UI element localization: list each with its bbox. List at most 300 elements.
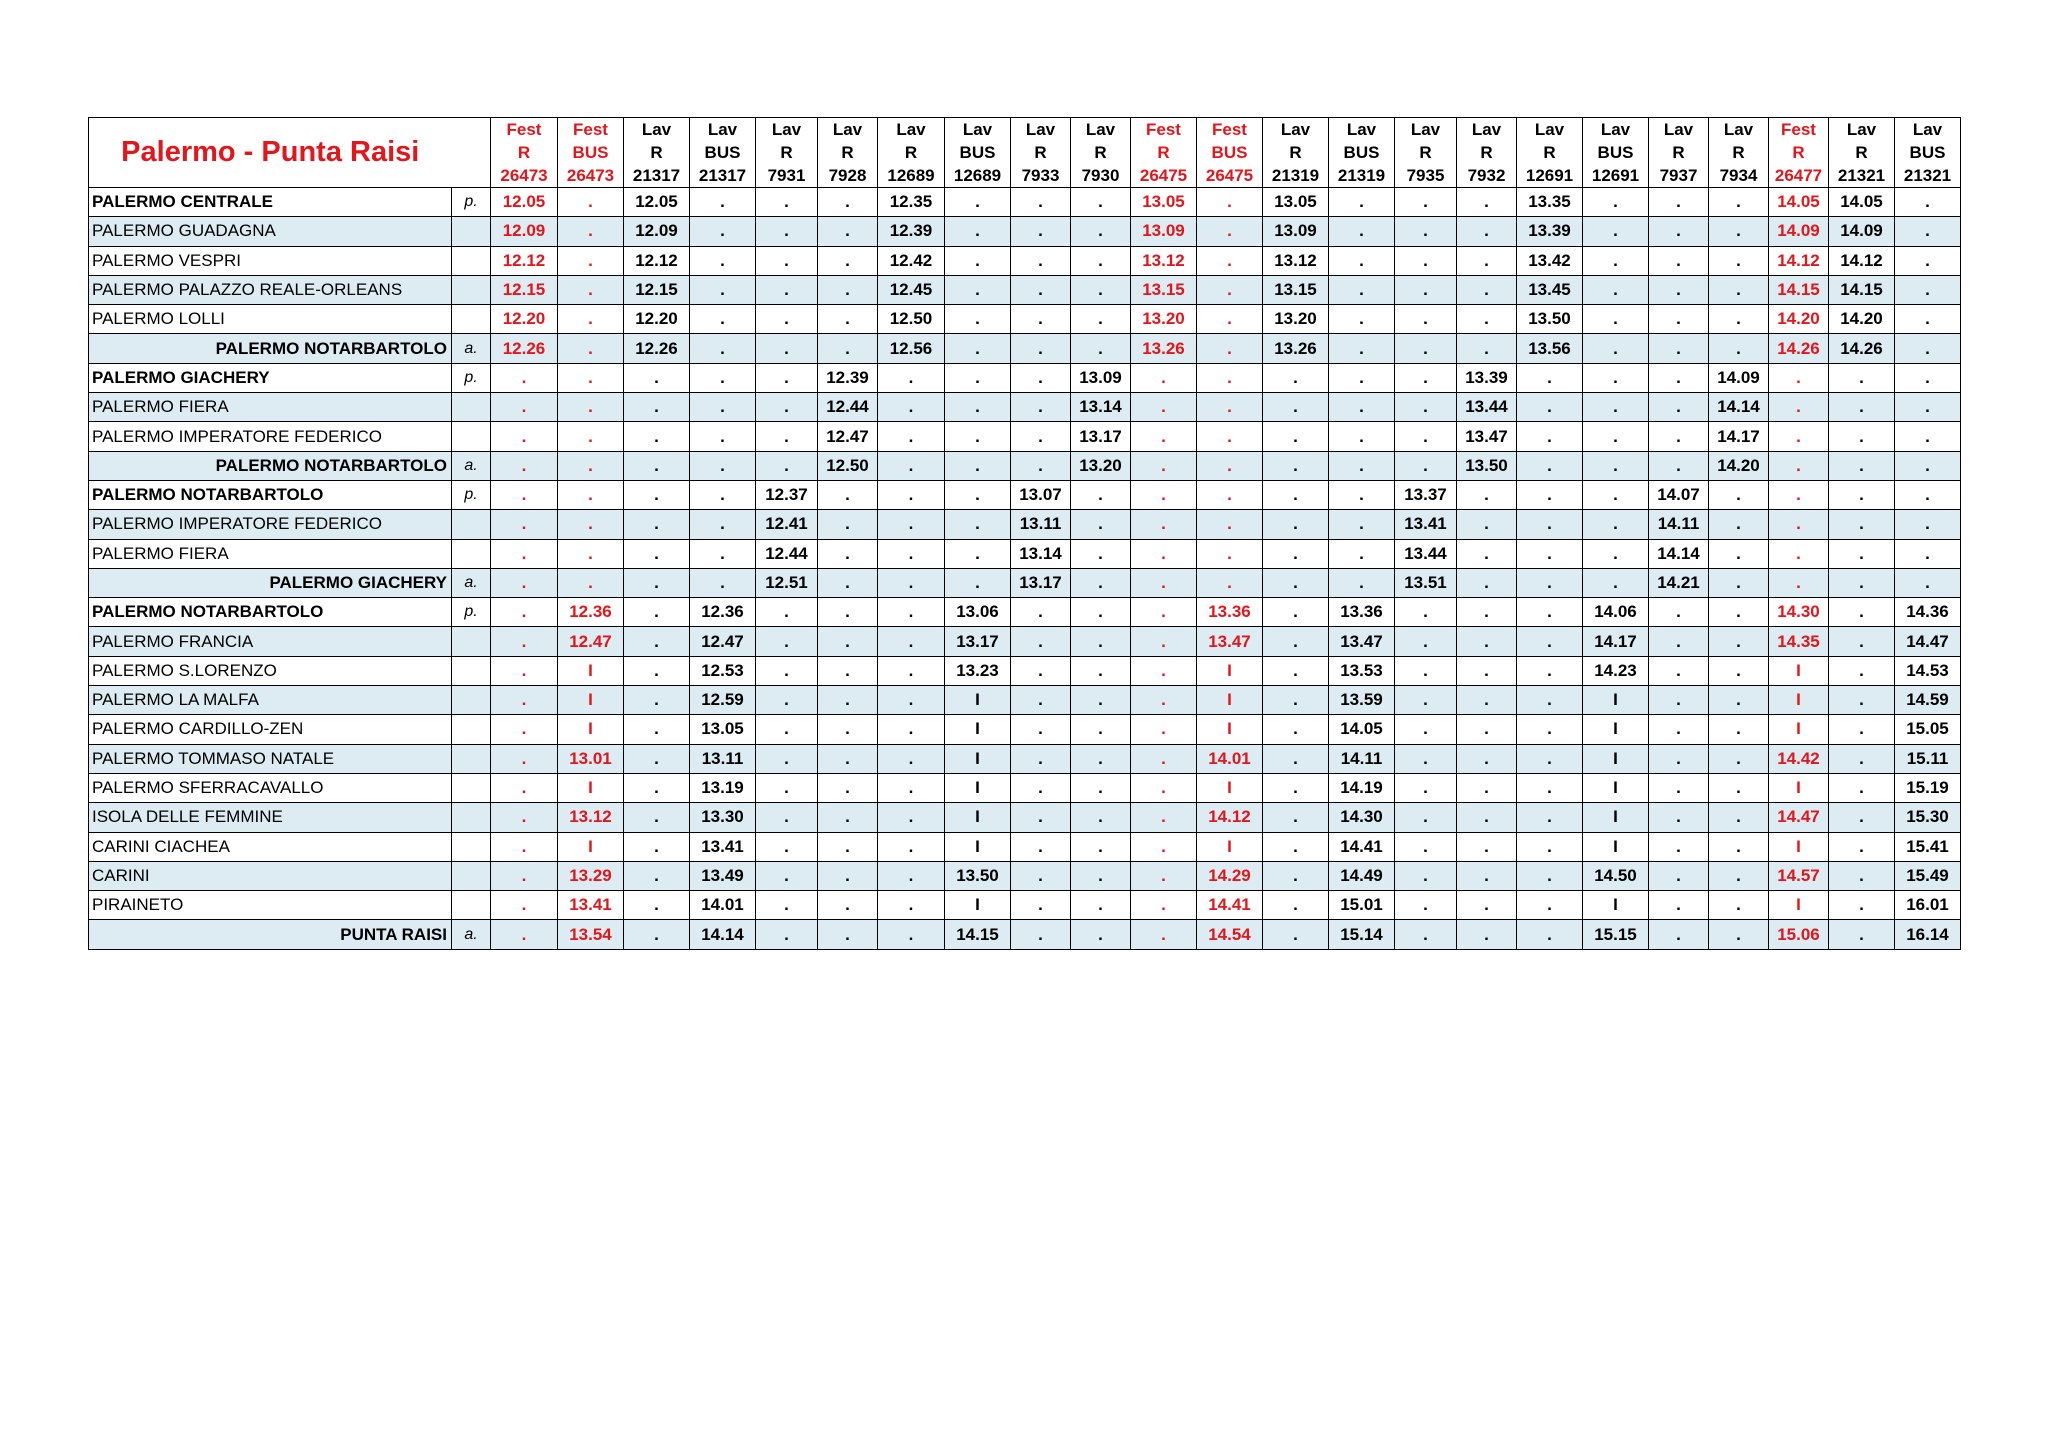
time-cell: .	[945, 451, 1011, 480]
time-cell: .	[1395, 334, 1457, 363]
time-cell: .	[690, 217, 756, 246]
time-cell: .	[1395, 275, 1457, 304]
time-cell: .	[1131, 686, 1197, 715]
time-cell: .	[818, 334, 878, 363]
column-header-26475-r	[1131, 118, 1197, 188]
time-cell: .	[1071, 627, 1131, 656]
time-cell: .	[1457, 305, 1517, 334]
time-cell: .	[1709, 715, 1769, 744]
station-name: PALERMO NOTARBARTOLO	[89, 451, 452, 480]
time-cell: .	[1517, 363, 1583, 392]
time-cell: .	[1395, 656, 1457, 685]
time-cell: 14.59	[1895, 686, 1961, 715]
time-cell: .	[1457, 803, 1517, 832]
arrival-departure-mark: p.	[452, 480, 491, 509]
time-cell: .	[1649, 920, 1709, 949]
time-cell: .	[1895, 510, 1961, 539]
time-cell: .	[1395, 773, 1457, 802]
time-cell: .	[1649, 715, 1709, 744]
column-header-7934-r	[1709, 118, 1769, 188]
time-cell: .	[1649, 627, 1709, 656]
time-cell: .	[756, 451, 818, 480]
time-cell: .	[1829, 920, 1895, 949]
time-cell: 14.20	[1769, 305, 1829, 334]
time-cell: .	[1517, 480, 1583, 509]
arrival-departure-mark	[452, 275, 491, 304]
table-row	[89, 422, 1961, 451]
column-header-day: Fest	[1212, 120, 1247, 139]
time-cell: .	[1197, 246, 1263, 275]
time-cell: I	[558, 686, 624, 715]
time-cell: .	[1131, 568, 1197, 597]
time-cell: .	[624, 510, 690, 539]
time-cell: .	[1517, 568, 1583, 597]
time-cell: 15.01	[1329, 891, 1395, 920]
time-cell: .	[1517, 656, 1583, 685]
time-cell: .	[1829, 803, 1895, 832]
time-cell: .	[1131, 393, 1197, 422]
time-cell: .	[1011, 598, 1071, 627]
time-cell: .	[878, 861, 945, 890]
time-cell: .	[1709, 217, 1769, 246]
time-cell: .	[491, 920, 558, 949]
time-cell: .	[558, 363, 624, 392]
time-cell: .	[756, 861, 818, 890]
time-cell: .	[1131, 891, 1197, 920]
table-row	[89, 803, 1961, 832]
time-cell: .	[1895, 305, 1961, 334]
station-name: PALERMO NOTARBARTOLO	[89, 480, 452, 509]
column-header-num: 26475	[1139, 166, 1188, 185]
time-cell: .	[1583, 568, 1649, 597]
table-row	[89, 920, 1961, 949]
time-cell: .	[1071, 773, 1131, 802]
time-cell: .	[1011, 246, 1071, 275]
column-header-type: R	[1855, 143, 1868, 162]
time-cell: .	[624, 803, 690, 832]
time-cell: .	[1517, 861, 1583, 890]
time-cell: .	[1197, 334, 1263, 363]
table-row	[89, 451, 1961, 480]
station-name: PALERMO NOTARBARTOLO	[89, 598, 452, 627]
time-cell: 14.14	[1649, 539, 1709, 568]
time-cell: 14.30	[1769, 598, 1829, 627]
time-cell: I	[1769, 891, 1829, 920]
time-cell: .	[1709, 480, 1769, 509]
time-cell: .	[878, 480, 945, 509]
column-header-26477-r	[1769, 118, 1829, 188]
table-row	[89, 275, 1961, 304]
time-cell: .	[1263, 861, 1329, 890]
time-cell: .	[1197, 217, 1263, 246]
station-name: PALERMO GIACHERY	[89, 568, 452, 597]
time-cell: .	[945, 393, 1011, 422]
time-cell: .	[1457, 744, 1517, 773]
time-cell: 14.50	[1583, 861, 1649, 890]
time-cell: .	[1071, 920, 1131, 949]
time-cell: .	[878, 393, 945, 422]
column-header-type: R	[841, 143, 854, 162]
time-cell: .	[624, 715, 690, 744]
time-cell: .	[1829, 832, 1895, 861]
time-cell: .	[1131, 627, 1197, 656]
time-cell: 15.15	[1583, 920, 1649, 949]
time-cell: 12.51	[756, 568, 818, 597]
time-cell: .	[1583, 393, 1649, 422]
time-cell: .	[945, 334, 1011, 363]
time-cell: .	[1709, 539, 1769, 568]
time-cell: 13.44	[1457, 393, 1517, 422]
time-cell: .	[1197, 188, 1263, 217]
time-cell: .	[1329, 393, 1395, 422]
time-cell: .	[1071, 568, 1131, 597]
time-cell: 15.41	[1895, 832, 1961, 861]
time-cell: .	[1457, 510, 1517, 539]
time-cell: .	[1709, 305, 1769, 334]
time-cell: .	[1829, 539, 1895, 568]
time-cell: 13.47	[1197, 627, 1263, 656]
time-cell: .	[1395, 305, 1457, 334]
column-header-type: BUS	[1597, 143, 1634, 162]
time-cell: .	[818, 188, 878, 217]
time-cell: .	[756, 773, 818, 802]
time-cell: 14.12	[1197, 803, 1263, 832]
time-cell: .	[756, 715, 818, 744]
time-cell: .	[1457, 861, 1517, 890]
time-cell: .	[878, 715, 945, 744]
time-cell: .	[1769, 363, 1829, 392]
time-cell: 14.26	[1829, 334, 1895, 363]
time-cell: .	[1829, 861, 1895, 890]
time-cell: 13.44	[1395, 539, 1457, 568]
time-cell: .	[1829, 627, 1895, 656]
time-cell: .	[1263, 627, 1329, 656]
time-cell: .	[878, 451, 945, 480]
header-row	[89, 118, 1961, 188]
time-cell: .	[1649, 656, 1709, 685]
time-cell: .	[491, 393, 558, 422]
time-cell: .	[1649, 246, 1709, 275]
time-cell: .	[1583, 539, 1649, 568]
time-cell: .	[818, 861, 878, 890]
table-row	[89, 510, 1961, 539]
time-cell: .	[1395, 803, 1457, 832]
time-cell: 14.29	[1197, 861, 1263, 890]
time-cell: 14.15	[1829, 275, 1895, 304]
time-cell: 13.17	[1011, 568, 1071, 597]
column-header-day: Lav	[896, 120, 926, 139]
time-cell: .	[1395, 393, 1457, 422]
time-cell: 14.41	[1329, 832, 1395, 861]
time-cell: 12.44	[756, 539, 818, 568]
time-cell: .	[1829, 422, 1895, 451]
column-header-day: Lav	[1471, 120, 1502, 139]
time-cell: I	[1197, 832, 1263, 861]
time-cell: .	[1457, 539, 1517, 568]
time-cell: 14.21	[1649, 568, 1709, 597]
arrival-departure-mark	[452, 744, 491, 773]
time-cell: 15.49	[1895, 861, 1961, 890]
time-cell: 13.09	[1263, 217, 1329, 246]
time-cell: .	[818, 305, 878, 334]
time-cell: .	[1829, 744, 1895, 773]
time-cell: .	[491, 744, 558, 773]
time-cell: 14.09	[1769, 217, 1829, 246]
column-header-type: R	[517, 143, 531, 162]
time-cell: .	[1709, 568, 1769, 597]
time-cell: .	[1829, 451, 1895, 480]
time-cell: .	[756, 246, 818, 275]
time-cell: 14.05	[1329, 715, 1395, 744]
time-cell: .	[1329, 334, 1395, 363]
time-cell: .	[1395, 920, 1457, 949]
time-cell: .	[558, 393, 624, 422]
time-cell: 12.09	[624, 217, 690, 246]
time-cell: 13.17	[945, 627, 1011, 656]
time-cell: 13.41	[558, 891, 624, 920]
arrival-departure-mark: a.	[452, 334, 491, 363]
station-name: CARINI	[89, 861, 452, 890]
column-header-21319-r	[1263, 118, 1329, 188]
time-cell: 12.50	[878, 305, 945, 334]
station-name: PIRAINETO	[89, 891, 452, 920]
column-header-num: 26475	[1205, 166, 1254, 185]
time-cell: .	[1457, 715, 1517, 744]
time-cell: .	[1517, 510, 1583, 539]
time-cell: 12.12	[624, 246, 690, 275]
column-header-num: 7932	[1467, 166, 1506, 185]
time-cell: .	[878, 363, 945, 392]
time-cell: .	[756, 686, 818, 715]
column-header-num: 21321	[1903, 166, 1952, 185]
column-header-21321-bus	[1895, 118, 1961, 188]
table-row	[89, 744, 1961, 773]
time-cell: 13.50	[945, 861, 1011, 890]
time-cell: 14.12	[1829, 246, 1895, 275]
column-header-12689-bus	[945, 118, 1011, 188]
time-cell: .	[1131, 861, 1197, 890]
time-cell: 14.14	[690, 920, 756, 949]
station-name: PALERMO GUADAGNA	[89, 217, 452, 246]
time-cell: 14.57	[1769, 861, 1829, 890]
time-cell: .	[1517, 715, 1583, 744]
time-cell: 14.05	[1769, 188, 1829, 217]
time-cell: .	[1329, 246, 1395, 275]
time-cell: I	[945, 803, 1011, 832]
time-cell: 13.50	[1517, 305, 1583, 334]
time-cell: .	[1517, 422, 1583, 451]
time-cell: .	[1071, 305, 1131, 334]
time-cell: .	[1071, 744, 1131, 773]
time-cell: .	[818, 803, 878, 832]
time-cell: 13.05	[690, 715, 756, 744]
time-cell: 14.30	[1329, 803, 1395, 832]
arrival-departure-mark: a.	[452, 451, 491, 480]
column-header-num: 12691	[1525, 166, 1574, 185]
column-header-day: Fest	[506, 120, 542, 139]
time-cell: .	[1829, 363, 1895, 392]
time-cell: .	[878, 598, 945, 627]
station-name: CARINI CIACHEA	[89, 832, 452, 861]
time-cell: 13.45	[1517, 275, 1583, 304]
time-cell: .	[1517, 920, 1583, 949]
column-header-day: Lav	[1912, 120, 1943, 139]
time-cell: 13.12	[558, 803, 624, 832]
column-header-26473-r	[491, 118, 558, 188]
time-cell: .	[1829, 891, 1895, 920]
time-cell: I	[1583, 832, 1649, 861]
time-cell: .	[1649, 422, 1709, 451]
time-cell: .	[1649, 773, 1709, 802]
time-cell: .	[491, 803, 558, 832]
time-cell: .	[558, 188, 624, 217]
time-cell: .	[1071, 217, 1131, 246]
time-cell: 14.53	[1895, 656, 1961, 685]
time-cell: .	[690, 305, 756, 334]
time-cell: I	[945, 686, 1011, 715]
time-cell: 13.11	[690, 744, 756, 773]
table-row	[89, 480, 1961, 509]
arrival-departure-mark	[452, 773, 491, 802]
time-cell: .	[690, 334, 756, 363]
time-cell: .	[690, 480, 756, 509]
time-cell: .	[1649, 275, 1709, 304]
time-cell: .	[1457, 568, 1517, 597]
time-cell: .	[1709, 773, 1769, 802]
time-cell: .	[756, 393, 818, 422]
time-cell: I	[1769, 656, 1829, 685]
time-cell: 12.44	[818, 393, 878, 422]
time-cell: .	[558, 451, 624, 480]
time-cell: 15.11	[1895, 744, 1961, 773]
time-cell: .	[624, 861, 690, 890]
time-cell: .	[945, 246, 1011, 275]
time-cell: .	[1329, 363, 1395, 392]
column-header-type: R	[650, 143, 663, 162]
column-header-type: R	[1732, 143, 1745, 162]
time-cell: .	[1395, 188, 1457, 217]
time-cell: 12.37	[756, 480, 818, 509]
time-cell: .	[1131, 363, 1197, 392]
time-cell: 13.35	[1517, 188, 1583, 217]
time-cell: .	[1895, 539, 1961, 568]
arrival-departure-mark	[452, 217, 491, 246]
time-cell: .	[1263, 363, 1329, 392]
time-cell: .	[558, 510, 624, 539]
time-cell: .	[1517, 803, 1583, 832]
time-cell: .	[558, 246, 624, 275]
time-cell: .	[1583, 451, 1649, 480]
time-cell: .	[1895, 393, 1961, 422]
time-cell: .	[756, 832, 818, 861]
time-cell: .	[491, 363, 558, 392]
time-cell: 14.12	[1769, 246, 1829, 275]
time-cell: .	[818, 568, 878, 597]
time-cell: .	[690, 568, 756, 597]
arrival-departure-mark: p.	[452, 188, 491, 217]
time-cell: .	[624, 773, 690, 802]
column-header-day: Lav	[707, 120, 738, 139]
time-cell: 16.14	[1895, 920, 1961, 949]
column-header-type: BUS	[572, 143, 609, 162]
time-cell: .	[1649, 363, 1709, 392]
arrival-departure-mark	[452, 686, 491, 715]
time-cell: .	[1457, 656, 1517, 685]
time-cell: 15.19	[1895, 773, 1961, 802]
time-cell: .	[1197, 363, 1263, 392]
time-cell: 15.05	[1895, 715, 1961, 744]
time-cell: .	[1517, 744, 1583, 773]
station-name: PALERMO VESPRI	[89, 246, 452, 275]
column-header-type: R	[1419, 143, 1432, 162]
time-cell: 12.47	[690, 627, 756, 656]
column-header-day: Lav	[1600, 120, 1631, 139]
time-cell: .	[1131, 656, 1197, 685]
time-cell: .	[491, 627, 558, 656]
time-cell: .	[756, 334, 818, 363]
time-cell: .	[1457, 891, 1517, 920]
time-cell: .	[878, 686, 945, 715]
time-cell: .	[1709, 275, 1769, 304]
time-cell: .	[1071, 803, 1131, 832]
time-cell: I	[1583, 803, 1649, 832]
time-cell: .	[1895, 451, 1961, 480]
time-cell: .	[1649, 891, 1709, 920]
time-cell: I	[1583, 773, 1649, 802]
time-cell: .	[1071, 861, 1131, 890]
time-cell: .	[818, 773, 878, 802]
time-cell: .	[1197, 568, 1263, 597]
time-cell: .	[1263, 510, 1329, 539]
time-cell: .	[1517, 393, 1583, 422]
time-cell: .	[1011, 188, 1071, 217]
column-header-26473-bus	[558, 118, 624, 188]
column-header-num: 21321	[1837, 166, 1886, 185]
time-cell: .	[1071, 480, 1131, 509]
time-cell: .	[1457, 217, 1517, 246]
time-cell: .	[624, 451, 690, 480]
station-name: PALERMO S.LORENZO	[89, 656, 452, 685]
time-cell: I	[1769, 832, 1829, 861]
time-cell: 12.05	[491, 188, 558, 217]
time-cell: .	[878, 832, 945, 861]
column-header-type: R	[1289, 143, 1302, 162]
time-cell: .	[1895, 334, 1961, 363]
time-cell: .	[1895, 246, 1961, 275]
time-cell: .	[1011, 422, 1071, 451]
time-cell: .	[558, 480, 624, 509]
time-cell: .	[945, 305, 1011, 334]
time-cell: I	[558, 656, 624, 685]
time-cell: .	[1011, 891, 1071, 920]
column-header-7928-r	[818, 118, 878, 188]
column-header-num: 7931	[767, 166, 806, 185]
column-header-num: 12689	[953, 166, 1002, 185]
time-cell: .	[1649, 393, 1709, 422]
time-cell: 13.41	[1395, 510, 1457, 539]
time-cell: .	[1649, 686, 1709, 715]
table-row	[89, 627, 1961, 656]
time-cell: 12.47	[558, 627, 624, 656]
time-cell: .	[1263, 773, 1329, 802]
time-cell: I	[558, 715, 624, 744]
time-cell: .	[491, 568, 558, 597]
time-cell: .	[1829, 656, 1895, 685]
time-cell: .	[1709, 627, 1769, 656]
time-cell: .	[1071, 656, 1131, 685]
time-cell: .	[491, 422, 558, 451]
time-cell: .	[1131, 510, 1197, 539]
